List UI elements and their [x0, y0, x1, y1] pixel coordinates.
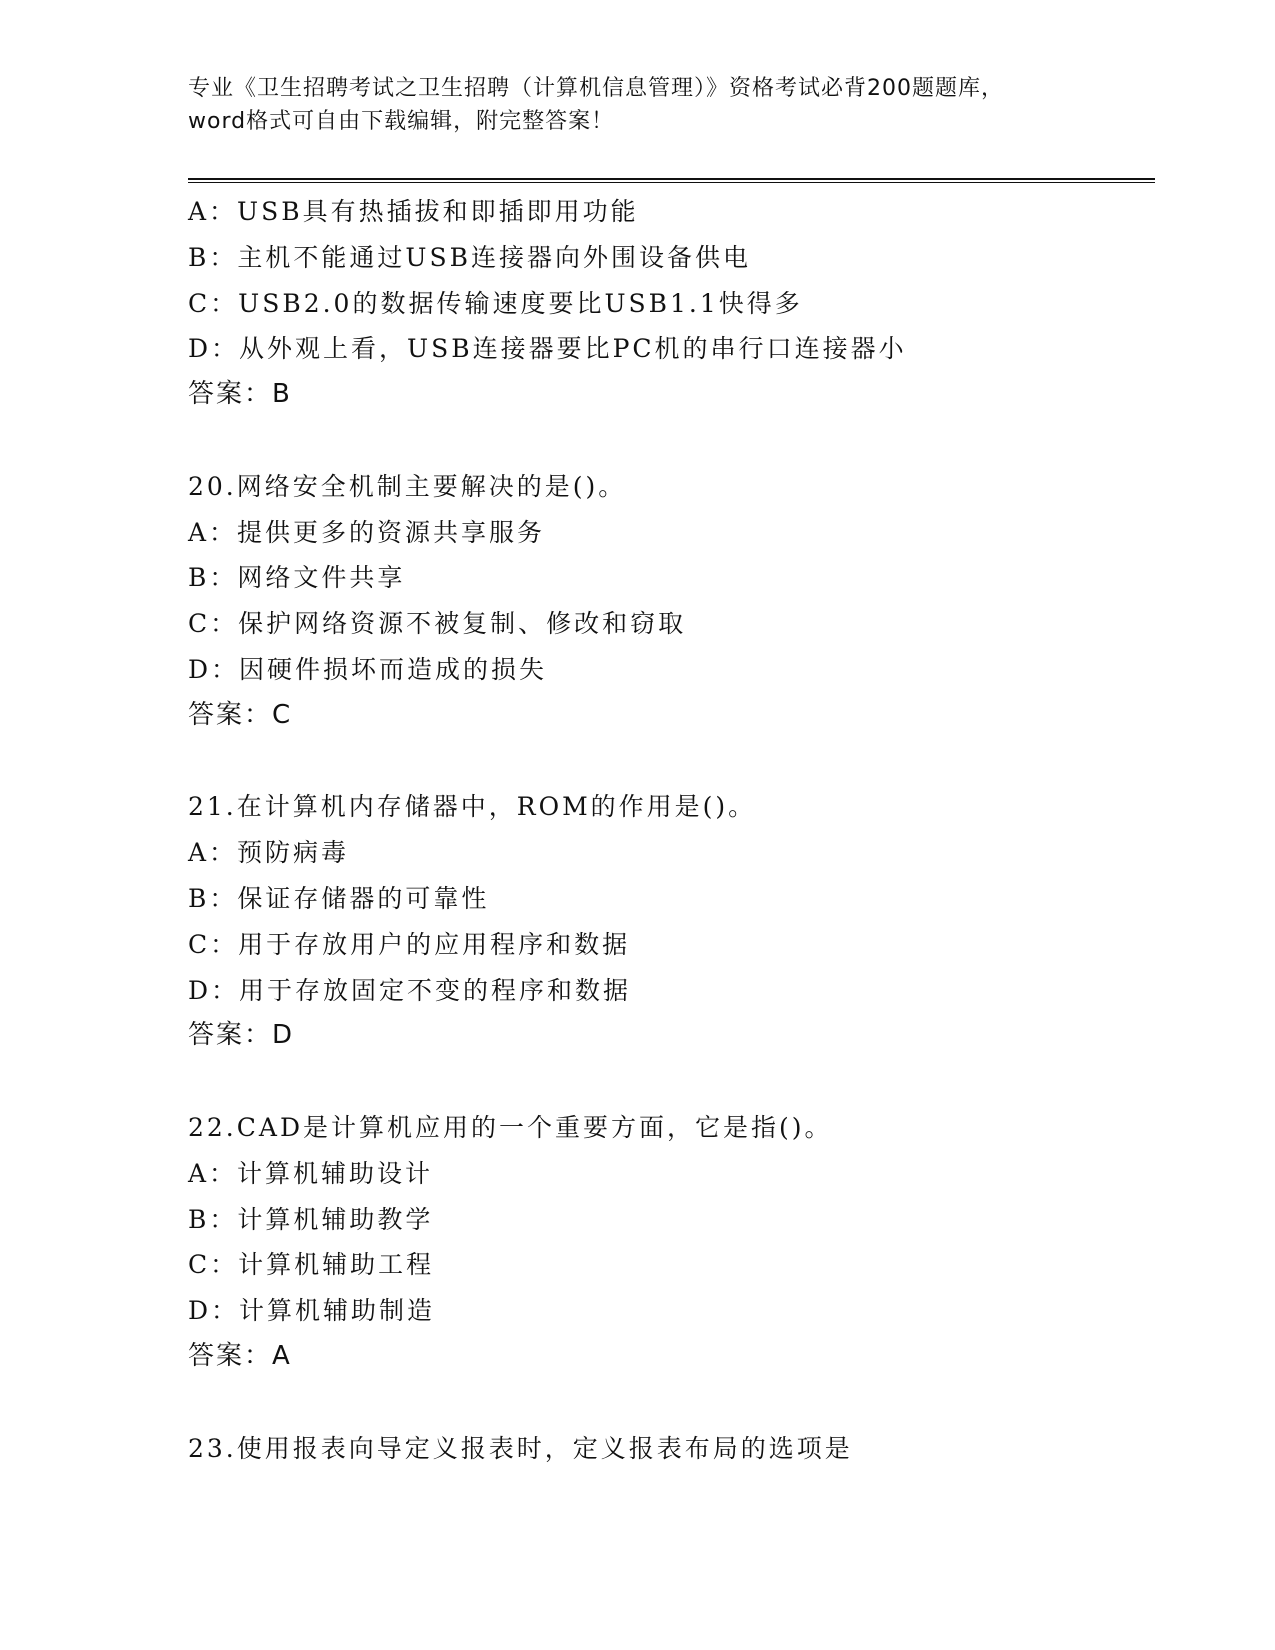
option-b: B：主机不能通过USB连接器向外围设备供电: [188, 242, 751, 272]
spacer: [188, 418, 1148, 464]
option-c: C：保护网络资源不被复制、修改和窃取: [188, 609, 687, 639]
question-text: 21.在计算机内存储器中，ROM的作用是()。: [188, 792, 757, 822]
option-b: B：计算机辅助教学: [188, 1204, 434, 1234]
option-a: A：提供更多的资源共享服务: [188, 517, 546, 547]
spacer: [188, 1380, 1148, 1426]
spacer: [188, 1059, 1148, 1105]
spacer: [188, 739, 1148, 785]
question-text: 22.CAD是计算机应用的一个重要方面，它是指()。: [188, 1112, 833, 1142]
header-divider: [188, 178, 1155, 183]
option-c: C：USB2.0的数据传输速度要比USB1.1快得多: [188, 288, 803, 318]
question-block-23: [188, 1426, 1148, 1472]
option-a: A：计算机辅助设计: [188, 1158, 434, 1188]
question-text: 23.使用报表向导定义报表时，定义报表布局的选项是: [188, 1433, 853, 1463]
option-d: D：用于存放固定不变的程序和数据: [188, 975, 632, 1005]
option-d: D：计算机辅助制造: [188, 1296, 436, 1326]
option-a: A：预防病毒: [188, 838, 350, 868]
answer-line: 答案：A: [188, 1340, 292, 1371]
option-d: D：因硬件损坏而造成的损失: [188, 654, 548, 684]
header-title-line-2: word格式可自由下载编辑，附完整答案！: [188, 109, 615, 134]
question-block-21: [188, 784, 1148, 1059]
option-d: D：从外观上看，USB连接器要比PC机的串行口连接器小: [188, 334, 907, 364]
document-header: [188, 72, 1088, 138]
question-text: 20.网络安全机制主要解决的是()。: [188, 471, 627, 501]
question-list: [188, 189, 1148, 1471]
question-block-19: [188, 189, 1148, 418]
answer-line: 答案：C: [188, 699, 293, 730]
option-b: B：网络文件共享: [188, 563, 406, 593]
option-c: C：用于存放用户的应用程序和数据: [188, 929, 631, 959]
option-a: A：USB具有热插拔和即插即用功能: [188, 197, 639, 226]
option-b: B：保证存储器的可靠性: [188, 883, 490, 913]
option-c: C：计算机辅助工程: [188, 1250, 435, 1280]
answer-line: 答案：D: [188, 1020, 295, 1051]
question-block-20: [188, 464, 1148, 739]
answer-line: 答案：B: [188, 379, 292, 410]
question-block-22: [188, 1105, 1148, 1380]
header-title-line-1: 专业《卫生招聘考试之卫生招聘（计算机信息管理）》资格考试必背200题题库，: [188, 76, 1004, 101]
